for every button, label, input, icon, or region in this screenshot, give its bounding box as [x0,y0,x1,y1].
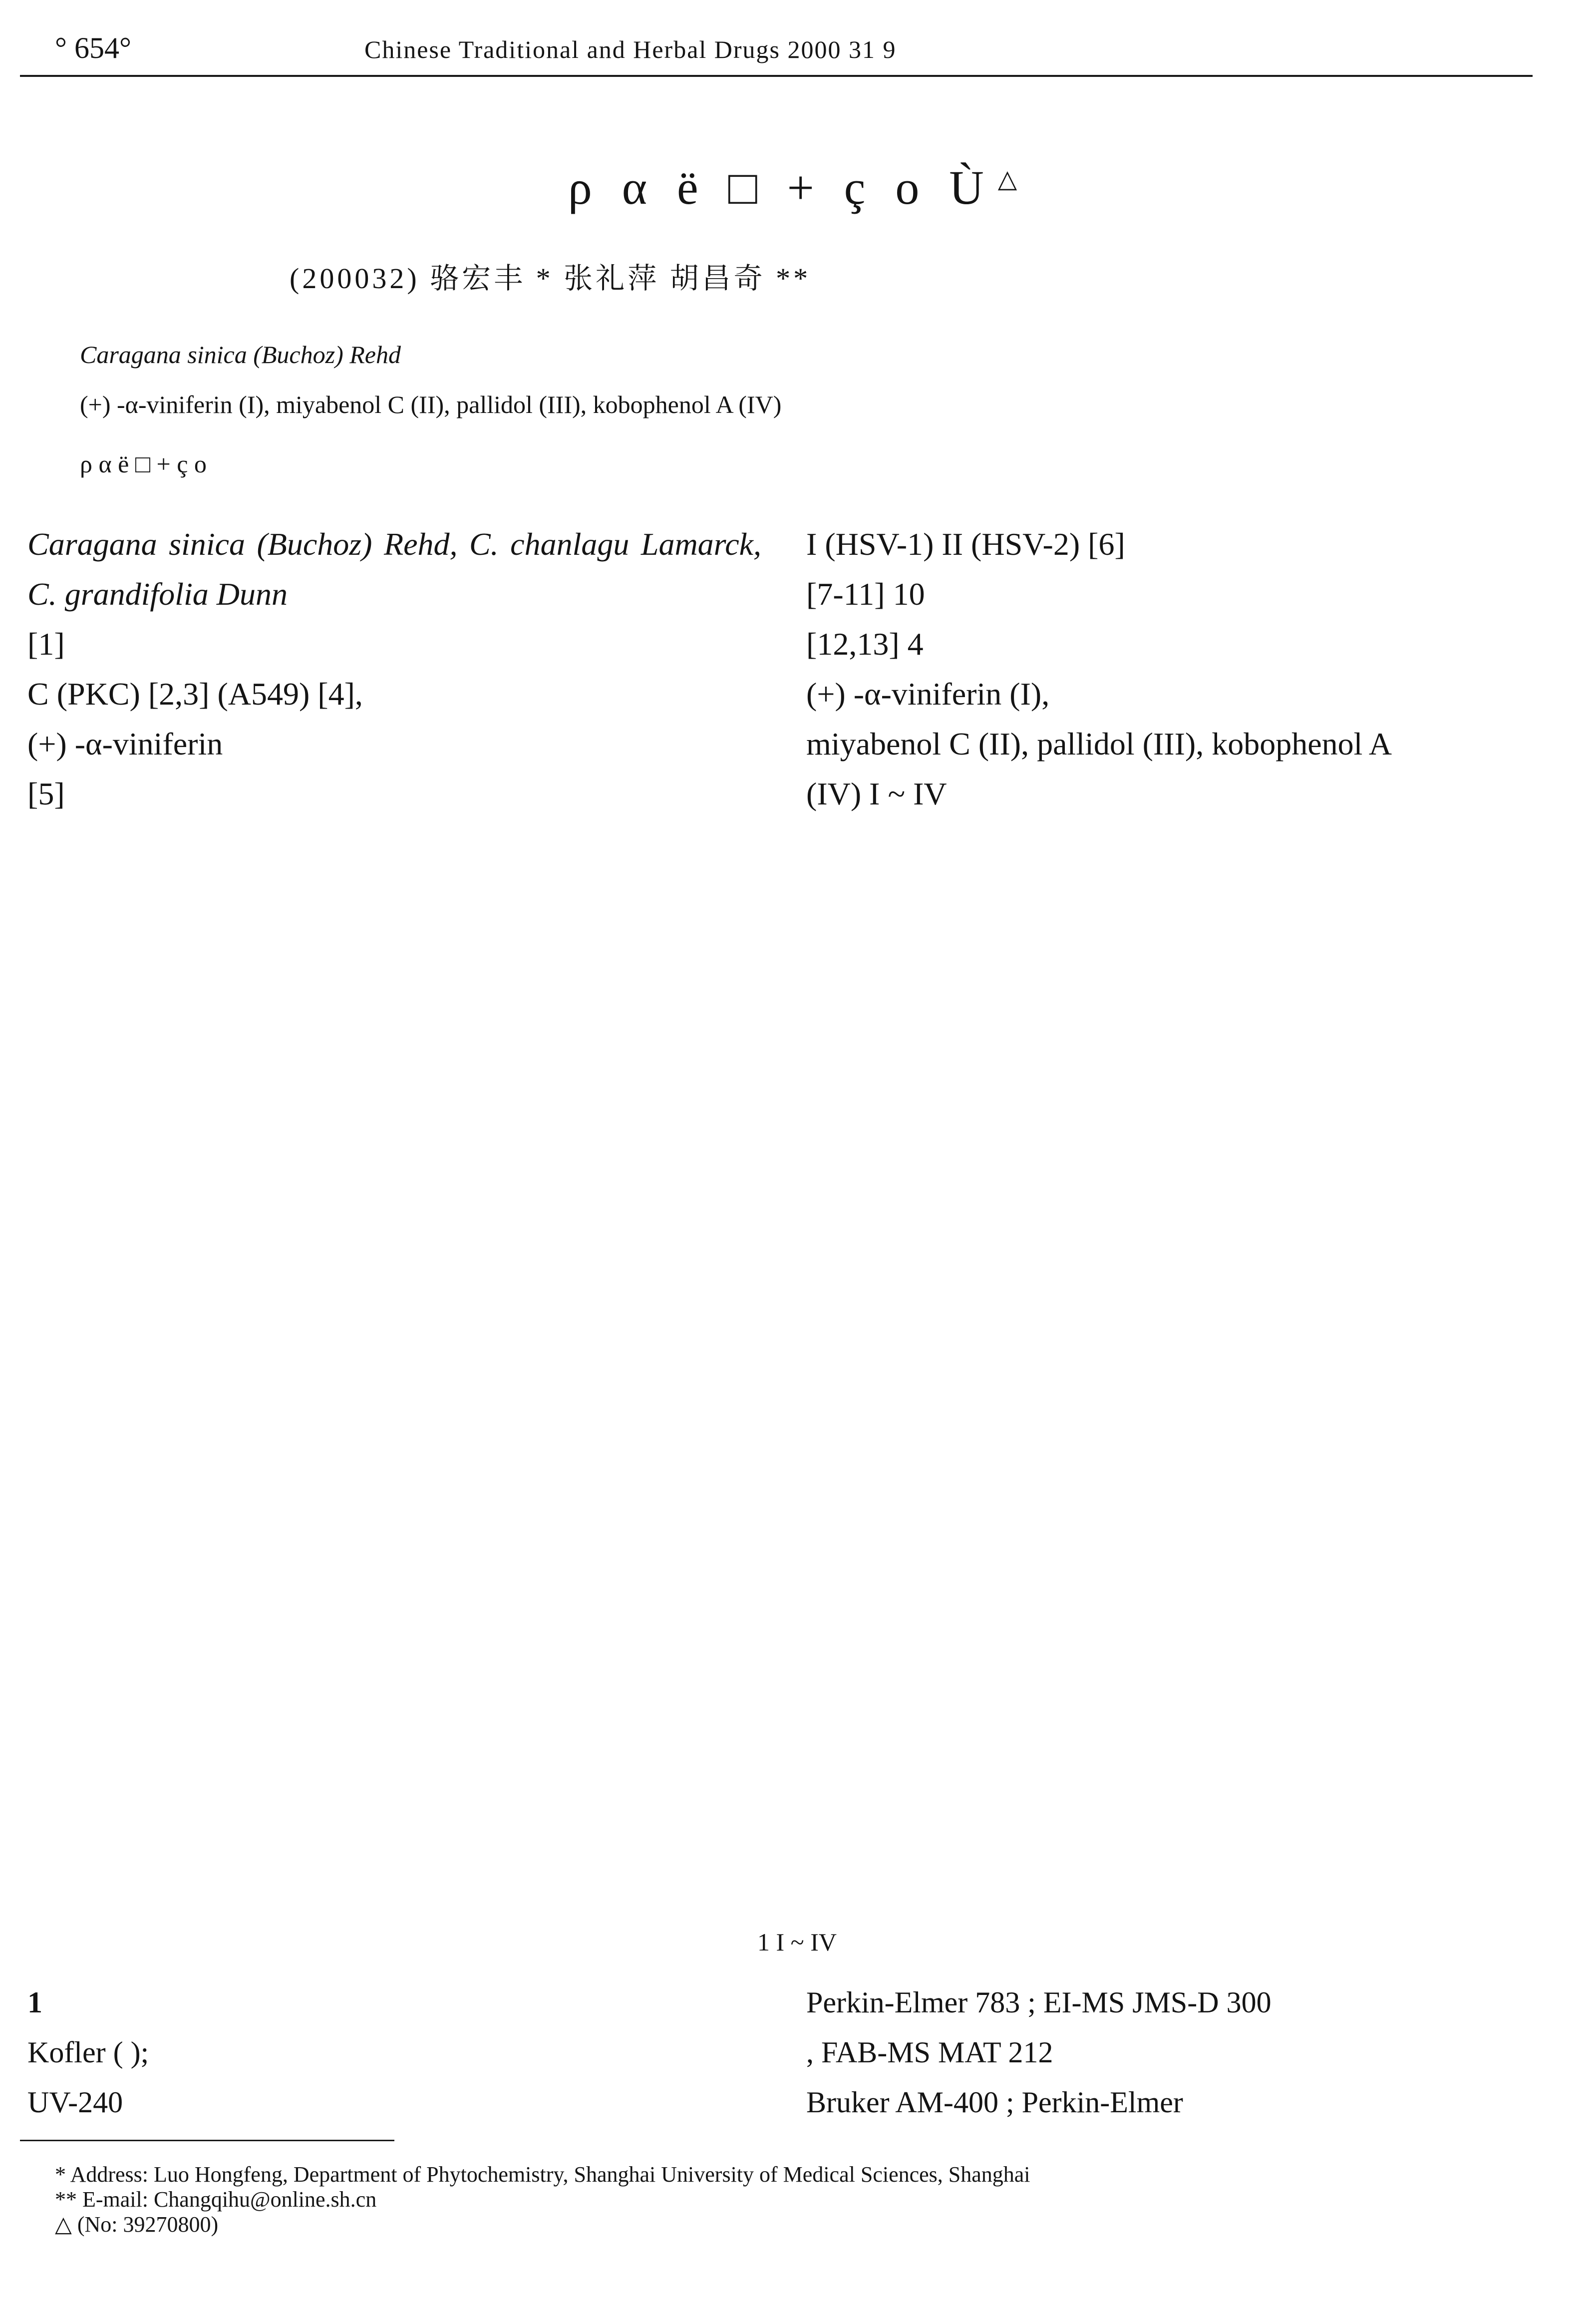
figure-caption: 1 I ~ IV [757,1928,837,1956]
body-paragraph: [5] [27,776,65,811]
section-line: Perkin-Elmer 783 ; EI-MS JMS-D 300 [806,1986,1272,2019]
body-left-column [27,519,761,819]
body-paragraph: miyabenol C (II), pallidol (III), kobophenol A [806,726,1392,762]
section-line: Kofler ( ); [27,2036,149,2069]
abstract-line-2: (+) -α-viniferin (I), miyabenol C (II), pallidol (III), kobophenol A (IV) [80,390,782,418]
body-paragraph: Caragana sinica (Buchoz) Rehd, C. chanlagu Lamarck, C. grandifolia Dunn [27,526,761,612]
author-affiliation-line: (200032) 骆宏丰 * 张礼萍 胡昌奇 ** [290,262,811,295]
footnote-funding: △ (No: 39270800) [55,2212,219,2237]
footnote-email: ** E-mail: Changqihu@online.sh.cn [55,2187,377,2212]
section-left-column [27,1977,761,2127]
abstract-line-1: Caragana sinica (Buchoz) Rehd [80,341,401,369]
section-right-column [806,1977,1540,2127]
body-paragraph: [7-11] 10 [806,576,925,612]
body-paragraph: (+) -α-viniferin (I), [806,676,1050,712]
paper-title [0,160,1594,215]
body-paragraph: [12,13] 4 [806,626,924,662]
page-number: ° 654° [55,31,131,64]
abstract [80,330,1478,429]
journal-running-head: Chinese Traditional and Herbal Drugs 2000 31 9 [364,35,897,63]
body-paragraph: I (HSV-1) II (HSV-2) [6] [806,526,1125,562]
body-paragraph: [1] [27,626,65,662]
section-line: UV-240 [27,2086,123,2119]
footnote-rule [20,2140,394,2141]
keywords: ρ α ë □ + ç o [80,450,207,478]
body-right-column [806,519,1540,819]
section-heading: 1 [27,1986,42,2019]
section-line: , FAB-MS MAT 212 [806,2036,1053,2069]
paper-title-text: ρ α ë □ + ç o Ù [568,161,993,214]
body-paragraph: (+) -α-viniferin [27,726,223,762]
funding-triangle-mark: △ [997,165,1026,193]
section-line: Bruker AM-400 ; Perkin-Elmer [806,2086,1183,2119]
header-rule [20,75,1533,77]
footnotes [55,2162,1030,2237]
footnote-address: * Address: Luo Hongfeng, Department of Phytochemistry, Shanghai University of Medical Sciences, Shanghai [55,2162,1030,2187]
body-paragraph: (IV) I ~ IV [806,776,947,811]
body-paragraph: C (PKC) [2,3] (A549) [4], [27,676,363,712]
